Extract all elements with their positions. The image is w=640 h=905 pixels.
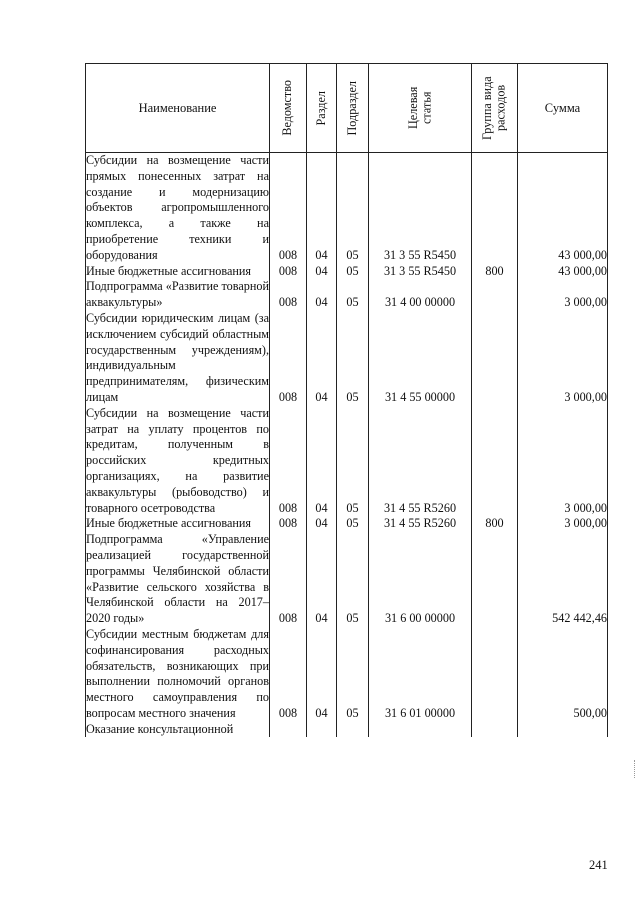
row-sec: 04: [307, 532, 337, 627]
row-sub: 05: [337, 264, 369, 280]
row-dept: 008: [270, 406, 307, 517]
scan-mark: [634, 760, 637, 778]
row-amount: [518, 722, 608, 738]
row-sec: 04: [307, 279, 337, 311]
row-sec: 04: [307, 264, 337, 280]
row-sub: 05: [337, 516, 369, 532]
header-section: Раздел: [307, 64, 337, 153]
header-target-article: Целевая статья: [369, 64, 472, 153]
budget-table: [85, 63, 608, 737]
row-sub: 05: [337, 311, 369, 406]
row-amount: 500,00: [518, 627, 608, 722]
row-sec: 04: [307, 406, 337, 517]
row-sub: 05: [337, 153, 369, 264]
row-group: [472, 279, 518, 311]
row-amount: 43 000,00: [518, 264, 608, 280]
row-name: Оказание консультационной: [86, 722, 270, 738]
row-name: Подпрограмма «Управление реализацией государственной программы Челябинской области «Развитие сельского хозяйства в Челябинской области на 2017–2020 годы»: [86, 532, 269, 626]
row-article: 31 4 55 00000: [369, 311, 472, 406]
row-amount: 3 000,00: [518, 516, 608, 532]
row-group: 800: [472, 264, 518, 280]
row-group: [472, 311, 518, 406]
table-row: [86, 311, 608, 406]
table-row: [86, 406, 608, 517]
header-subsection: Подраздел: [337, 64, 369, 153]
table-row: [86, 153, 608, 264]
header-amount: Сумма: [518, 64, 608, 153]
row-article: 31 4 00 00000: [369, 279, 472, 311]
row-dept: 008: [270, 279, 307, 311]
header-expense-group: Группа вида расходов: [472, 64, 518, 153]
row-sub: 05: [337, 279, 369, 311]
row-name: Субсидии на возмещение части затрат на уплату процентов по кредитам, полученным в российских кредитных организациях, на развитие аквакультуры (рыбоводство) и товарного осетроводства: [86, 405, 269, 515]
row-amount: 542 442,46: [518, 532, 608, 627]
row-dept: 008: [270, 153, 307, 264]
table-row: [86, 279, 608, 311]
row-article: 31 4 55 R5260: [369, 406, 472, 517]
row-name: Иные бюджетные ассигнования: [86, 264, 270, 280]
row-dept: 008: [270, 532, 307, 627]
table-row: [86, 722, 608, 738]
row-group: [472, 627, 518, 722]
row-sec: 04: [307, 516, 337, 532]
row-article: 31 3 55 R5450: [369, 153, 472, 264]
table-row: [86, 516, 608, 532]
table-row: [86, 264, 608, 280]
row-name: Субсидии юридическим лицам (за исключением субсидий областным государственным учреждениям), индивидуальным предпринимателям, физическим лицам: [86, 310, 269, 404]
row-article: 31 6 01 00000: [369, 627, 472, 722]
row-group: [472, 722, 518, 738]
header-name: Наименование: [86, 64, 270, 153]
row-sub: 05: [337, 406, 369, 517]
row-name: Субсидии местным бюджетам для софинансирования расходных обязательств, возникающих при выполнении полномочий органов местного самоуправления по вопросам местного значения: [86, 626, 269, 720]
row-amount: 3 000,00: [518, 406, 608, 517]
header-department: Ведомство: [270, 64, 307, 153]
row-sec: 04: [307, 627, 337, 722]
row-sec: 04: [307, 153, 337, 264]
row-amount: 3 000,00: [518, 279, 608, 311]
table-header-row: [86, 64, 608, 153]
row-name: Иные бюджетные ассигнования: [86, 516, 270, 532]
row-group: [472, 406, 518, 517]
row-sub: 05: [337, 627, 369, 722]
row-article: 31 6 00 00000: [369, 532, 472, 627]
page-number: 241: [589, 858, 608, 872]
row-amount: 43 000,00: [518, 153, 608, 264]
row-dept: [270, 722, 307, 738]
row-dept: 008: [270, 627, 307, 722]
row-group: 800: [472, 516, 518, 532]
row-sub: 05: [337, 532, 369, 627]
row-article: 31 3 55 R5450: [369, 264, 472, 280]
row-sec: 04: [307, 311, 337, 406]
table-row: [86, 532, 608, 627]
row-amount: 3 000,00: [518, 311, 608, 406]
row-dept: 008: [270, 516, 307, 532]
row-name: Подпрограмма «Развитие товарной аквакультуры»: [86, 279, 269, 310]
row-article: [369, 722, 472, 738]
row-dept: 008: [270, 311, 307, 406]
row-name: Субсидии на возмещение части прямых понесенных затрат на создание и модернизацию объектов агропромышленного комплекса, а также на приобретение техники и оборудования: [86, 153, 269, 262]
row-sec: [307, 722, 337, 738]
table-row: [86, 627, 608, 722]
row-sub: [337, 722, 369, 738]
row-dept: 008: [270, 264, 307, 280]
row-article: 31 4 55 R5260: [369, 516, 472, 532]
row-group: [472, 153, 518, 264]
row-group: [472, 532, 518, 627]
